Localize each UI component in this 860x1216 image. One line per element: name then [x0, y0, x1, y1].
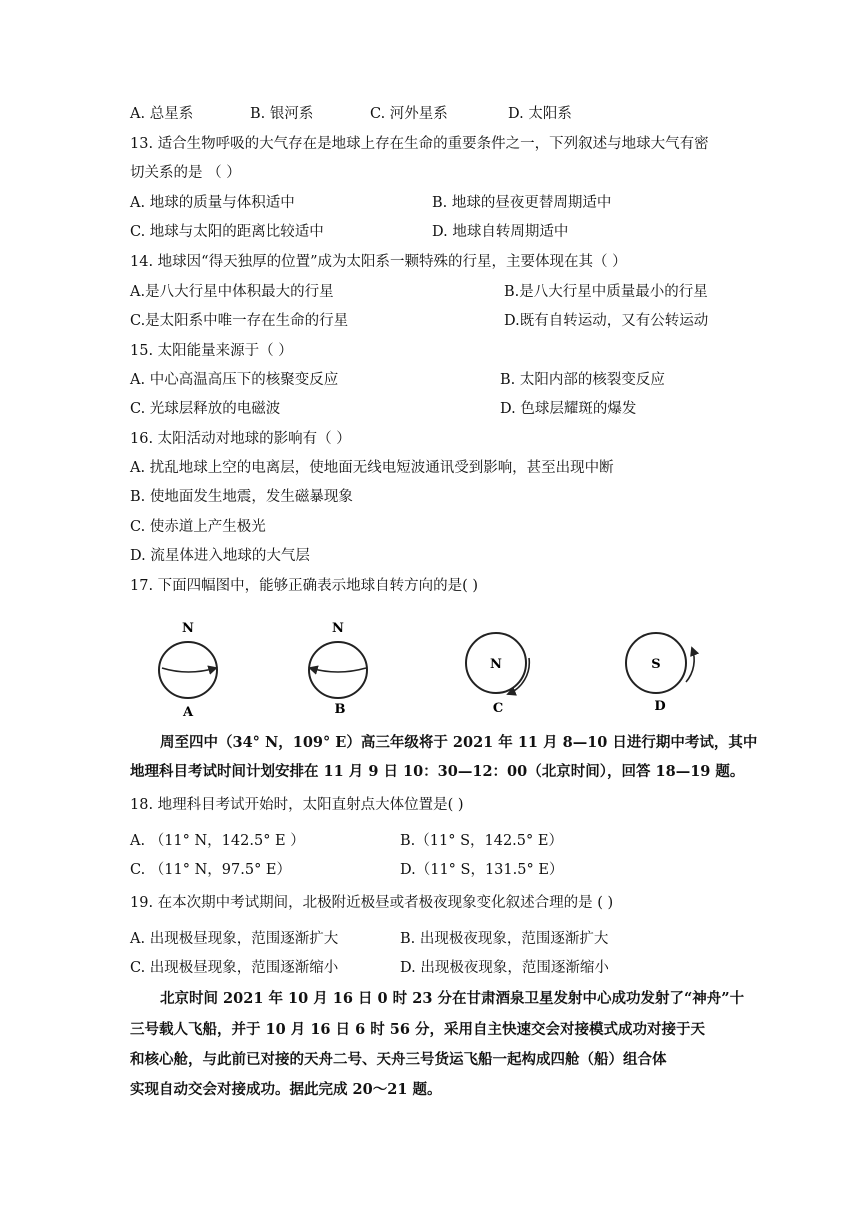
q15-option-c: C. 光球层释放的电磁波 — [130, 401, 281, 417]
q16-option-d: D. 流星体进入地球的大气层 — [130, 548, 310, 564]
figure-d — [626, 633, 694, 714]
q19-stem: 19. 在本次期中考试期间，北极附近极昼或者极夜现象变化叙述合理的是 ( ) — [130, 895, 614, 911]
q13-stem-line1: 13. 适合生物呼吸的大气存在是地球上存在生命的重要条件之一，下列叙述与地球大气有密 — [130, 136, 709, 152]
q12-option-b: B. 银河系 — [250, 106, 314, 122]
q13-option-a: A. 地球的质量与体积适中 — [130, 195, 295, 211]
q13-option-b: B. 地球的昼夜更替周期适中 — [432, 195, 612, 211]
q16-stem: 16. 太阳活动对地球的影响有（ ） — [130, 431, 351, 447]
figure-b-label: B — [334, 702, 346, 717]
passage-1-line2: 地理科目考试时间计划安排在 11 月 9 日 10：30—12：00（北京时间），回答 18—19 题。 — [130, 763, 745, 780]
passage-2-line2: 三号载人飞船，并于 10 月 16 日 6 时 56 分，采用自主快速交会对接模式成功对接于天 — [130, 1021, 706, 1038]
q19-option-a: A. 出现极昼现象，范围逐渐扩大 — [130, 931, 339, 947]
figure-d-label: D — [654, 699, 666, 714]
q18-option-b: B.（11° S，142.5° E） — [400, 833, 563, 849]
q16-option-a: A. 扰乱地球上空的电离层，使地面无线电短波通讯受到影响，甚至出现中断 — [130, 460, 614, 476]
figure-a-label: A — [182, 705, 194, 718]
q14-option-b: B.是八大行星中质量最小的行星 — [504, 284, 708, 300]
q15-stem: 15. 太阳能量来源于（ ） — [130, 343, 293, 359]
arrow-a-icon — [162, 668, 216, 672]
q18-option-a: A. （11° N，142.5° E ） — [130, 833, 305, 849]
q13-option-d: D. 地球自转周期适中 — [432, 224, 569, 240]
q12-option-a: A. 总星系 — [130, 106, 194, 122]
q19-option-c: C. 出现极昼现象，范围逐渐缩小 — [130, 960, 339, 976]
q18-stem: 18. 地理科目考试开始时，太阳直射点大体位置是( ) — [130, 797, 464, 813]
passage-2-line3: 和核心舱，与此前已对接的天舟二号、天舟三号货运飞船一起构成四舱（船）组合体 — [130, 1051, 667, 1068]
q13-option-c: C. 地球与太阳的距离比较适中 — [130, 224, 324, 240]
figure-d-pole-label: S — [651, 657, 661, 672]
q12-option-c: C. 河外星系 — [370, 106, 448, 122]
q17-stem: 17. 下面四幅图中，能够正确表示地球自转方向的是( ) — [130, 578, 479, 594]
figure-c-label: C — [492, 701, 504, 716]
arrow-b-icon — [310, 668, 366, 672]
q16-option-c: C. 使赤道上产生极光 — [130, 519, 266, 535]
passage-2-line4: 实现自动交会对接成功。据此完成 20～21 题。 — [130, 1081, 442, 1098]
figure-b — [309, 621, 367, 717]
q19-option-d: D. 出现极夜现象，范围逐渐缩小 — [400, 960, 609, 976]
passage-1-line1: 周至四中（34° N，109° E）高三年级将于 2021 年 11 月 8—10 日进行期中考试，其中 — [160, 734, 758, 751]
q12-option-d: D. 太阳系 — [508, 106, 572, 122]
q14-option-c: C.是太阳系中唯一存在生命的行星 — [130, 313, 349, 329]
figure-b-north-label: N — [332, 621, 344, 636]
figure-a — [159, 621, 217, 718]
q19-option-b: B. 出现极夜现象，范围逐渐扩大 — [400, 931, 609, 947]
figure-a-north-label: N — [182, 621, 194, 636]
q18-option-d: D.（11° S，131.5° E） — [400, 862, 564, 878]
q14-option-d: D.既有自转运动，又有公转运动 — [504, 313, 709, 329]
figure-c — [466, 633, 529, 716]
q15-option-d: D. 色球层耀斑的爆发 — [500, 401, 637, 417]
q16-option-b: B. 使地面发生地震，发生磁暴现象 — [130, 489, 353, 505]
figure-c-pole-label: N — [490, 657, 502, 672]
q14-option-a: A.是八大行星中体积最大的行星 — [130, 284, 334, 300]
rotation-direction-diagram — [130, 608, 730, 718]
q14-stem: 14. 地球因“得天独厚的位置”成为太阳系一颗特殊的行星，主要体现在其（ ） — [130, 254, 627, 270]
q18-option-c: C. （11° N，97.5° E） — [130, 862, 292, 878]
q15-option-b: B. 太阳内部的核裂变反应 — [500, 372, 665, 388]
q15-option-a: A. 中心高温高压下的核聚变反应 — [130, 372, 339, 388]
passage-2-line1: 北京时间 2021 年 10 月 16 日 0 时 23 分在甘肃酒泉卫星发射中心成功发射了“神舟”十 — [160, 990, 745, 1007]
q13-stem-line2: 切关系的是 （ ） — [130, 165, 241, 181]
arrow-d-icon — [686, 648, 694, 682]
